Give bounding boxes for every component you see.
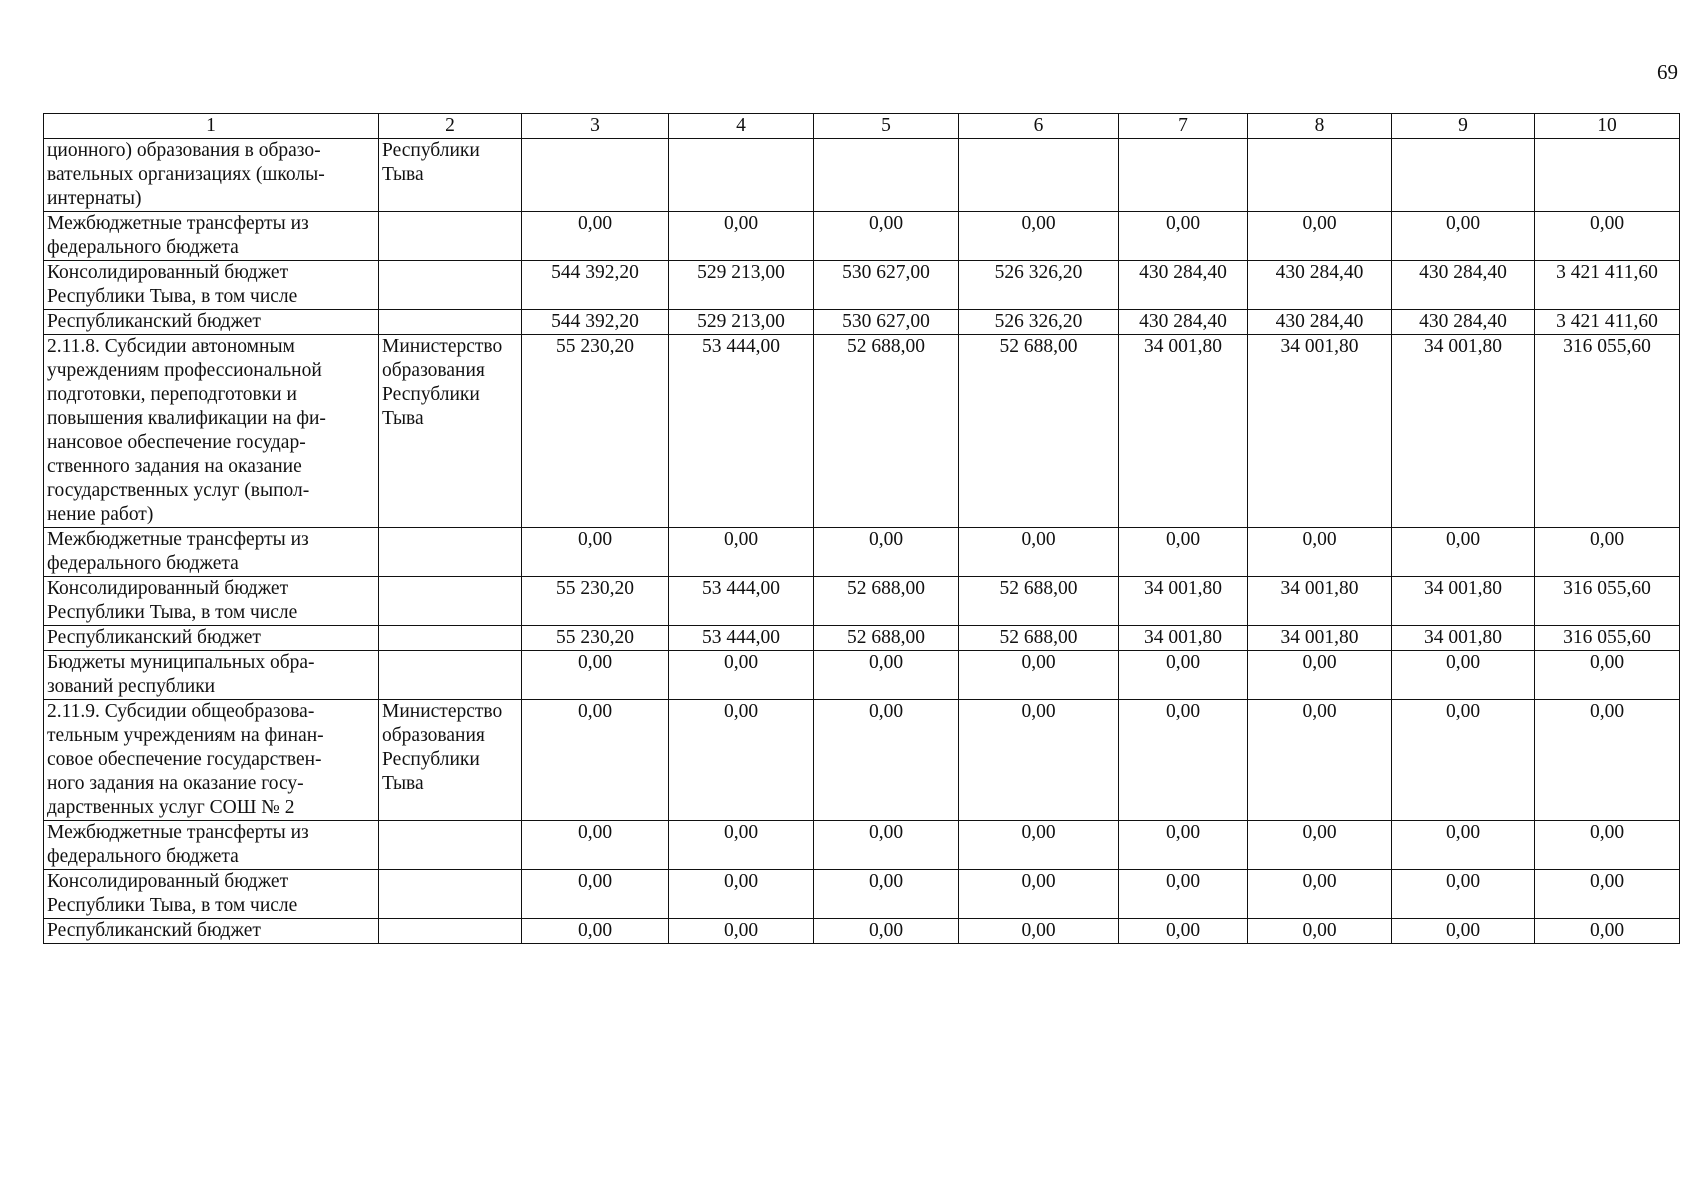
- value-cell-col-8: 430 284,40: [1248, 310, 1392, 335]
- value-cell-col-10: 316 055,60: [1535, 335, 1680, 528]
- responsible-org-line: Министерство: [382, 336, 503, 357]
- budget-table: [43, 113, 1680, 944]
- row-name-line: ственного задания на оказание: [47, 456, 302, 477]
- value-cell-col-4: 529 213,00: [669, 261, 814, 310]
- value-cell-col-7: [1119, 139, 1248, 212]
- value-cell-col-3: 0,00: [522, 651, 669, 700]
- row-name-line: Межбюджетные трансферты из: [47, 529, 309, 550]
- value-cell-col-4: 53 444,00: [669, 626, 814, 651]
- value-cell-col-3: 544 392,20: [522, 310, 669, 335]
- page-number: 69: [1657, 60, 1678, 84]
- row-name-cell: [44, 310, 379, 335]
- responsible-org-line: Республики: [382, 749, 480, 770]
- responsible-org-cell: [379, 528, 522, 577]
- value-cell-col-9: 0,00: [1392, 212, 1535, 261]
- value-cell-col-8: 34 001,80: [1248, 335, 1392, 528]
- responsible-org-line: Республики: [382, 384, 480, 405]
- header-row: [44, 114, 1680, 139]
- value-cell-col-10: 0,00: [1535, 870, 1680, 919]
- value-cell-col-6: 526 326,20: [959, 310, 1119, 335]
- value-cell-col-10: 0,00: [1535, 528, 1680, 577]
- table-row: [44, 626, 1680, 651]
- column-header-4: 4: [669, 114, 814, 139]
- row-name-line: вательных организациях (школы-: [47, 164, 325, 185]
- row-name-line: Республики Тыва, в том числе: [47, 286, 298, 307]
- value-cell-col-6: 0,00: [959, 870, 1119, 919]
- responsible-org-cell: [379, 139, 522, 212]
- responsible-org-cell: [379, 261, 522, 310]
- row-name-line: Межбюджетные трансферты из: [47, 822, 309, 843]
- row-name-line: Республики Тыва, в том числе: [47, 602, 298, 623]
- value-cell-col-7: 430 284,40: [1119, 310, 1248, 335]
- row-name-cell: [44, 651, 379, 700]
- value-cell-col-7: 0,00: [1119, 919, 1248, 944]
- value-cell-col-9: 0,00: [1392, 870, 1535, 919]
- responsible-org-cell: [379, 626, 522, 651]
- responsible-org-cell: [379, 335, 522, 528]
- value-cell-col-10: 0,00: [1535, 919, 1680, 944]
- value-cell-col-6: 0,00: [959, 528, 1119, 577]
- table-row: [44, 577, 1680, 626]
- value-cell-col-7: 430 284,40: [1119, 261, 1248, 310]
- value-cell-col-3: 544 392,20: [522, 261, 669, 310]
- value-cell-col-5: 52 688,00: [814, 577, 959, 626]
- value-cell-col-9: 0,00: [1392, 651, 1535, 700]
- value-cell-col-3: 0,00: [522, 700, 669, 821]
- column-header-10: 10: [1535, 114, 1680, 139]
- value-cell-col-6: 0,00: [959, 651, 1119, 700]
- value-cell-col-4: 0,00: [669, 870, 814, 919]
- value-cell-col-6: 0,00: [959, 700, 1119, 821]
- table-row: [44, 700, 1680, 821]
- row-name-line: тельным учреждениям на финан-: [47, 725, 324, 746]
- row-name-cell: [44, 919, 379, 944]
- row-name-cell: [44, 626, 379, 651]
- row-name-line: нение работ): [47, 504, 154, 525]
- value-cell-col-4: 0,00: [669, 528, 814, 577]
- value-cell-col-10: 0,00: [1535, 700, 1680, 821]
- table-row: [44, 310, 1680, 335]
- column-header-5: 5: [814, 114, 959, 139]
- value-cell-col-9: 0,00: [1392, 700, 1535, 821]
- value-cell-col-10: 3 421 411,60: [1535, 261, 1680, 310]
- value-cell-col-3: 55 230,20: [522, 335, 669, 528]
- row-name-cell: [44, 528, 379, 577]
- row-name-line: подготовки, переподготовки и: [47, 384, 297, 405]
- value-cell-col-4: 0,00: [669, 212, 814, 261]
- row-name-cell: [44, 870, 379, 919]
- value-cell-col-7: 34 001,80: [1119, 335, 1248, 528]
- value-cell-col-5: 0,00: [814, 870, 959, 919]
- row-name-line: зований республики: [47, 676, 216, 697]
- value-cell-col-8: 34 001,80: [1248, 577, 1392, 626]
- row-name-line: Консолидированный бюджет: [47, 871, 289, 892]
- column-header-1: 1: [44, 114, 379, 139]
- table-row: [44, 139, 1680, 212]
- row-name-line: 2.11.9. Субсидии общеобразова-: [47, 701, 315, 722]
- value-cell-col-5: 52 688,00: [814, 335, 959, 528]
- row-name-line: повышения квалификации на фи-: [47, 408, 326, 429]
- value-cell-col-10: 0,00: [1535, 651, 1680, 700]
- value-cell-col-8: 0,00: [1248, 919, 1392, 944]
- value-cell-col-8: 0,00: [1248, 700, 1392, 821]
- value-cell-col-5: 0,00: [814, 821, 959, 870]
- table-row: [44, 919, 1680, 944]
- value-cell-col-9: 430 284,40: [1392, 310, 1535, 335]
- value-cell-col-9: 34 001,80: [1392, 577, 1535, 626]
- value-cell-col-4: [669, 139, 814, 212]
- row-name-line: федерального бюджета: [47, 553, 239, 574]
- value-cell-col-8: 0,00: [1248, 651, 1392, 700]
- value-cell-col-3: 55 230,20: [522, 626, 669, 651]
- row-name-line: Республиканский бюджет: [47, 627, 261, 648]
- row-name-line: Межбюджетные трансферты из: [47, 213, 309, 234]
- row-name-line: нансовое обеспечение государ-: [47, 432, 306, 453]
- value-cell-col-9: 34 001,80: [1392, 335, 1535, 528]
- responsible-org-cell: [379, 310, 522, 335]
- value-cell-col-8: 430 284,40: [1248, 261, 1392, 310]
- row-name-cell: [44, 261, 379, 310]
- value-cell-col-9: [1392, 139, 1535, 212]
- value-cell-col-4: 0,00: [669, 651, 814, 700]
- value-cell-col-5: 0,00: [814, 528, 959, 577]
- table-row: [44, 261, 1680, 310]
- value-cell-col-10: 0,00: [1535, 821, 1680, 870]
- row-name-cell: [44, 821, 379, 870]
- value-cell-col-9: 0,00: [1392, 821, 1535, 870]
- row-name-line: совое обеспечение государствен-: [47, 749, 322, 770]
- value-cell-col-9: 34 001,80: [1392, 626, 1535, 651]
- row-name-line: Бюджеты муниципальных обра-: [47, 652, 315, 673]
- value-cell-col-3: [522, 139, 669, 212]
- value-cell-col-7: 0,00: [1119, 700, 1248, 821]
- value-cell-col-8: [1248, 139, 1392, 212]
- table-row: [44, 212, 1680, 261]
- value-cell-col-10: 316 055,60: [1535, 577, 1680, 626]
- value-cell-col-8: 0,00: [1248, 870, 1392, 919]
- value-cell-col-8: 34 001,80: [1248, 626, 1392, 651]
- value-cell-col-3: 0,00: [522, 919, 669, 944]
- value-cell-col-8: 0,00: [1248, 212, 1392, 261]
- row-name-line: Консолидированный бюджет: [47, 262, 289, 283]
- row-name-line: ционного) образования в образо-: [47, 140, 321, 161]
- value-cell-col-7: 0,00: [1119, 651, 1248, 700]
- responsible-org-cell: [379, 212, 522, 261]
- row-name-line: государственных услуг (выпол-: [47, 480, 310, 501]
- responsible-org-cell: [379, 919, 522, 944]
- value-cell-col-10: [1535, 139, 1680, 212]
- responsible-org-line: образования: [382, 360, 485, 381]
- value-cell-col-5: 530 627,00: [814, 310, 959, 335]
- row-name-line: Консолидированный бюджет: [47, 578, 289, 599]
- value-cell-col-7: 0,00: [1119, 528, 1248, 577]
- value-cell-col-7: 0,00: [1119, 870, 1248, 919]
- responsible-org-cell: [379, 577, 522, 626]
- value-cell-col-7: 34 001,80: [1119, 577, 1248, 626]
- value-cell-col-3: 0,00: [522, 870, 669, 919]
- row-name-line: Республиканский бюджет: [47, 920, 261, 941]
- row-name-line: Республиканский бюджет: [47, 311, 261, 332]
- responsible-org-line: Республики: [382, 140, 480, 161]
- row-name-cell: [44, 700, 379, 821]
- column-header-2: 2: [379, 114, 522, 139]
- value-cell-col-5: 0,00: [814, 651, 959, 700]
- value-cell-col-6: 52 688,00: [959, 335, 1119, 528]
- value-cell-col-6: 0,00: [959, 212, 1119, 261]
- responsible-org-cell: [379, 821, 522, 870]
- value-cell-col-3: 0,00: [522, 821, 669, 870]
- responsible-org-cell: [379, 870, 522, 919]
- value-cell-col-3: 55 230,20: [522, 577, 669, 626]
- column-header-9: 9: [1392, 114, 1535, 139]
- value-cell-col-4: 0,00: [669, 700, 814, 821]
- value-cell-col-5: 0,00: [814, 700, 959, 821]
- value-cell-col-9: 0,00: [1392, 528, 1535, 577]
- row-name-line: Республики Тыва, в том числе: [47, 895, 298, 916]
- responsible-org-line: Министерство: [382, 701, 503, 722]
- row-name-line: ного задания на оказание госу-: [47, 773, 304, 794]
- value-cell-col-3: 0,00: [522, 212, 669, 261]
- value-cell-col-6: [959, 139, 1119, 212]
- value-cell-col-10: 0,00: [1535, 212, 1680, 261]
- row-name-cell: [44, 139, 379, 212]
- column-header-8: 8: [1248, 114, 1392, 139]
- column-header-7: 7: [1119, 114, 1248, 139]
- value-cell-col-4: 0,00: [669, 821, 814, 870]
- row-name-line: 2.11.8. Субсидии автономным: [47, 336, 295, 357]
- value-cell-col-6: 0,00: [959, 821, 1119, 870]
- value-cell-col-5: 0,00: [814, 212, 959, 261]
- value-cell-col-8: 0,00: [1248, 821, 1392, 870]
- row-name-line: учреждениям профессиональной: [47, 360, 322, 381]
- row-name-line: интернаты): [47, 188, 142, 209]
- value-cell-col-7: 0,00: [1119, 821, 1248, 870]
- value-cell-col-7: 34 001,80: [1119, 626, 1248, 651]
- value-cell-col-3: 0,00: [522, 528, 669, 577]
- value-cell-col-5: 52 688,00: [814, 626, 959, 651]
- table-row: [44, 651, 1680, 700]
- value-cell-col-4: 53 444,00: [669, 335, 814, 528]
- value-cell-col-8: 0,00: [1248, 528, 1392, 577]
- value-cell-col-7: 0,00: [1119, 212, 1248, 261]
- row-name-cell: [44, 212, 379, 261]
- value-cell-col-5: 0,00: [814, 919, 959, 944]
- value-cell-col-9: 430 284,40: [1392, 261, 1535, 310]
- value-cell-col-6: 52 688,00: [959, 626, 1119, 651]
- table-body: [44, 114, 1680, 944]
- value-cell-col-9: 0,00: [1392, 919, 1535, 944]
- column-header-3: 3: [522, 114, 669, 139]
- row-name-line: федерального бюджета: [47, 237, 239, 258]
- responsible-org-cell: [379, 700, 522, 821]
- responsible-org-line: Тыва: [382, 164, 424, 185]
- value-cell-col-10: 316 055,60: [1535, 626, 1680, 651]
- value-cell-col-4: 53 444,00: [669, 577, 814, 626]
- value-cell-col-5: [814, 139, 959, 212]
- responsible-org-line: Тыва: [382, 408, 424, 429]
- column-header-6: 6: [959, 114, 1119, 139]
- table-row: [44, 528, 1680, 577]
- row-name-cell: [44, 577, 379, 626]
- value-cell-col-10: 3 421 411,60: [1535, 310, 1680, 335]
- table-row: [44, 821, 1680, 870]
- value-cell-col-6: 0,00: [959, 919, 1119, 944]
- table-row: [44, 870, 1680, 919]
- value-cell-col-6: 526 326,20: [959, 261, 1119, 310]
- table-row: [44, 335, 1680, 528]
- responsible-org-line: образования: [382, 725, 485, 746]
- value-cell-col-5: 530 627,00: [814, 261, 959, 310]
- responsible-org-cell: [379, 651, 522, 700]
- responsible-org-line: Тыва: [382, 773, 424, 794]
- value-cell-col-6: 52 688,00: [959, 577, 1119, 626]
- row-name-cell: [44, 335, 379, 528]
- value-cell-col-4: 0,00: [669, 919, 814, 944]
- value-cell-col-4: 529 213,00: [669, 310, 814, 335]
- row-name-line: дарственных услуг СОШ № 2: [47, 797, 295, 818]
- row-name-line: федерального бюджета: [47, 846, 239, 867]
